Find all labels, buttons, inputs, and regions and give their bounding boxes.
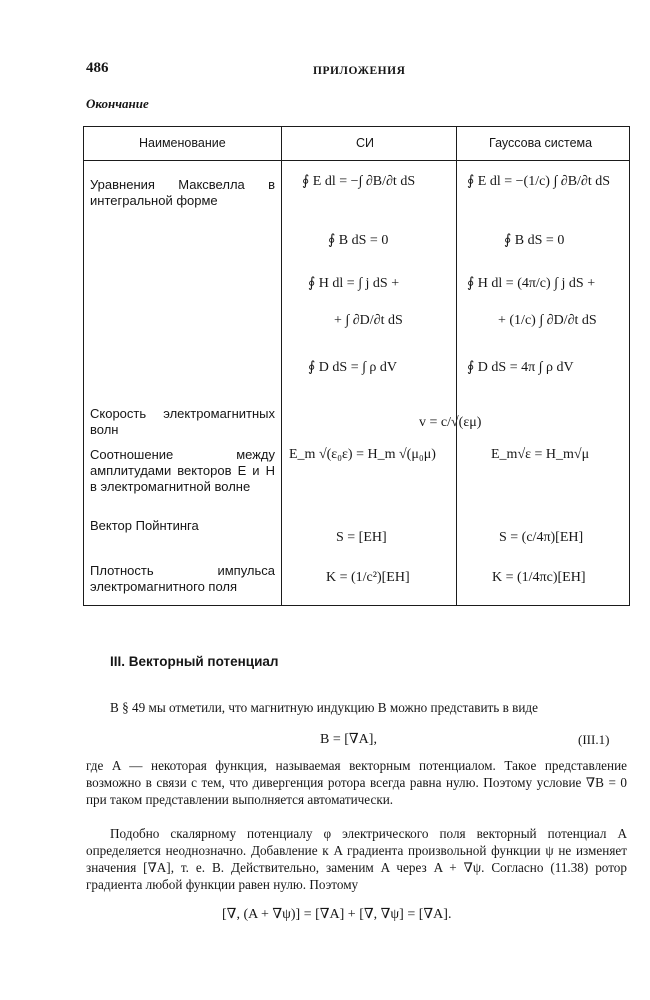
row-name-wave-speed: Скорость электромагнитных волн [90, 406, 275, 437]
table-header-rule [84, 160, 629, 161]
page-number: 486 [86, 60, 109, 76]
paragraph-definition: где A — некоторая функция, называемая векторным потенциалом. Такое представление возможно в связи с тем, что дивергенция ротора всегда равна нулю. Поэтому условие ∇B = 0 при таком представлении выполняется автоматически. [86, 758, 627, 807]
formula-gauss-amplitudes: E_m√ε = H_m√μ [491, 447, 590, 462]
formula-gauss-maxwell-5: ∮ D dS = 4π ∫ ρ dV [467, 360, 574, 375]
formula-gauss-maxwell-2: ∮ B dS = 0 [504, 233, 565, 248]
row-name-poynting: Вектор Пойнтинга [90, 518, 199, 533]
row-name-momentum: Плотность импульса электромагнитного поля [90, 563, 275, 594]
table-divider [281, 127, 282, 605]
formula-wave-speed: v = c/√(εμ) [419, 415, 482, 430]
formula-si-momentum: K = (1/c²)[EH] [326, 570, 410, 585]
running-header: ПРИЛОЖЕНИЯ [313, 65, 406, 77]
formula-gauss-maxwell-3: ∮ H dl = (4π/c) ∫ j dS + [467, 276, 596, 291]
table-continuation-label: Окончание [86, 96, 149, 111]
equation-number: (III.1) [578, 732, 610, 747]
formula-si-maxwell-1: ∮ E dl = −∫ ∂B/∂t dS [302, 174, 416, 189]
table-divider [456, 127, 457, 605]
column-header-gauss: Гауссова система [489, 136, 593, 150]
formula-si-poynting: S = [EH] [336, 530, 387, 545]
section-title: III. Векторный потенциал [110, 654, 279, 669]
formula-gauss-momentum: K = (1/4πc)[EH] [492, 570, 586, 585]
formula-si-maxwell-5: ∮ D dS = ∫ ρ dV [308, 360, 398, 375]
equation-gauge-invariance: [∇, (A + ∇ψ)] = [∇A] + [∇, ∇ψ] = [∇A]. [222, 907, 452, 922]
formula-si-amplitudes: E_m √(ε₀ε) = H_m √(μ₀μ) [289, 447, 436, 462]
formula-si-maxwell-4: + ∫ ∂D/∂t dS [334, 313, 403, 328]
formula-gauss-maxwell-4: + (1/c) ∫ ∂D/∂t dS [498, 313, 597, 328]
paragraph-intro: В § 49 мы отметили, что магнитную индукцию B можно представить в виде [110, 700, 538, 715]
equation-iii-1: B = [∇A], [320, 732, 377, 747]
formula-si-maxwell-3: ∮ H dl = ∫ j dS + [308, 276, 400, 291]
formula-si-maxwell-2: ∮ B dS = 0 [328, 233, 389, 248]
column-header-si: СИ [356, 136, 375, 150]
formula-gauss-maxwell-1: ∮ E dl = −(1/c) ∫ ∂B/∂t dS [467, 174, 611, 189]
paragraph-gauge: Подобно скалярному потенциалу φ электрического поля векторный потенциал A определяется неоднозначно. Добавление к A градиента произвольной функции ψ не изменяет значения [∇A], т. е. B. Действительно, заменим A через A + ∇ψ. Согласно (11.38) ротор градиента любой функции равен нулю. Поэтому [86, 826, 627, 892]
column-header-name: Наименование [139, 136, 226, 150]
formula-table [83, 126, 630, 606]
formula-gauss-poynting: S = (c/4π)[EH] [499, 530, 584, 545]
row-name-amplitudes: Соотношение между амплитудами векторов E и H в электромагнитной волне [90, 447, 275, 494]
row-name-maxwell: Уравнения Максвелла в интегральной форме [90, 177, 275, 208]
